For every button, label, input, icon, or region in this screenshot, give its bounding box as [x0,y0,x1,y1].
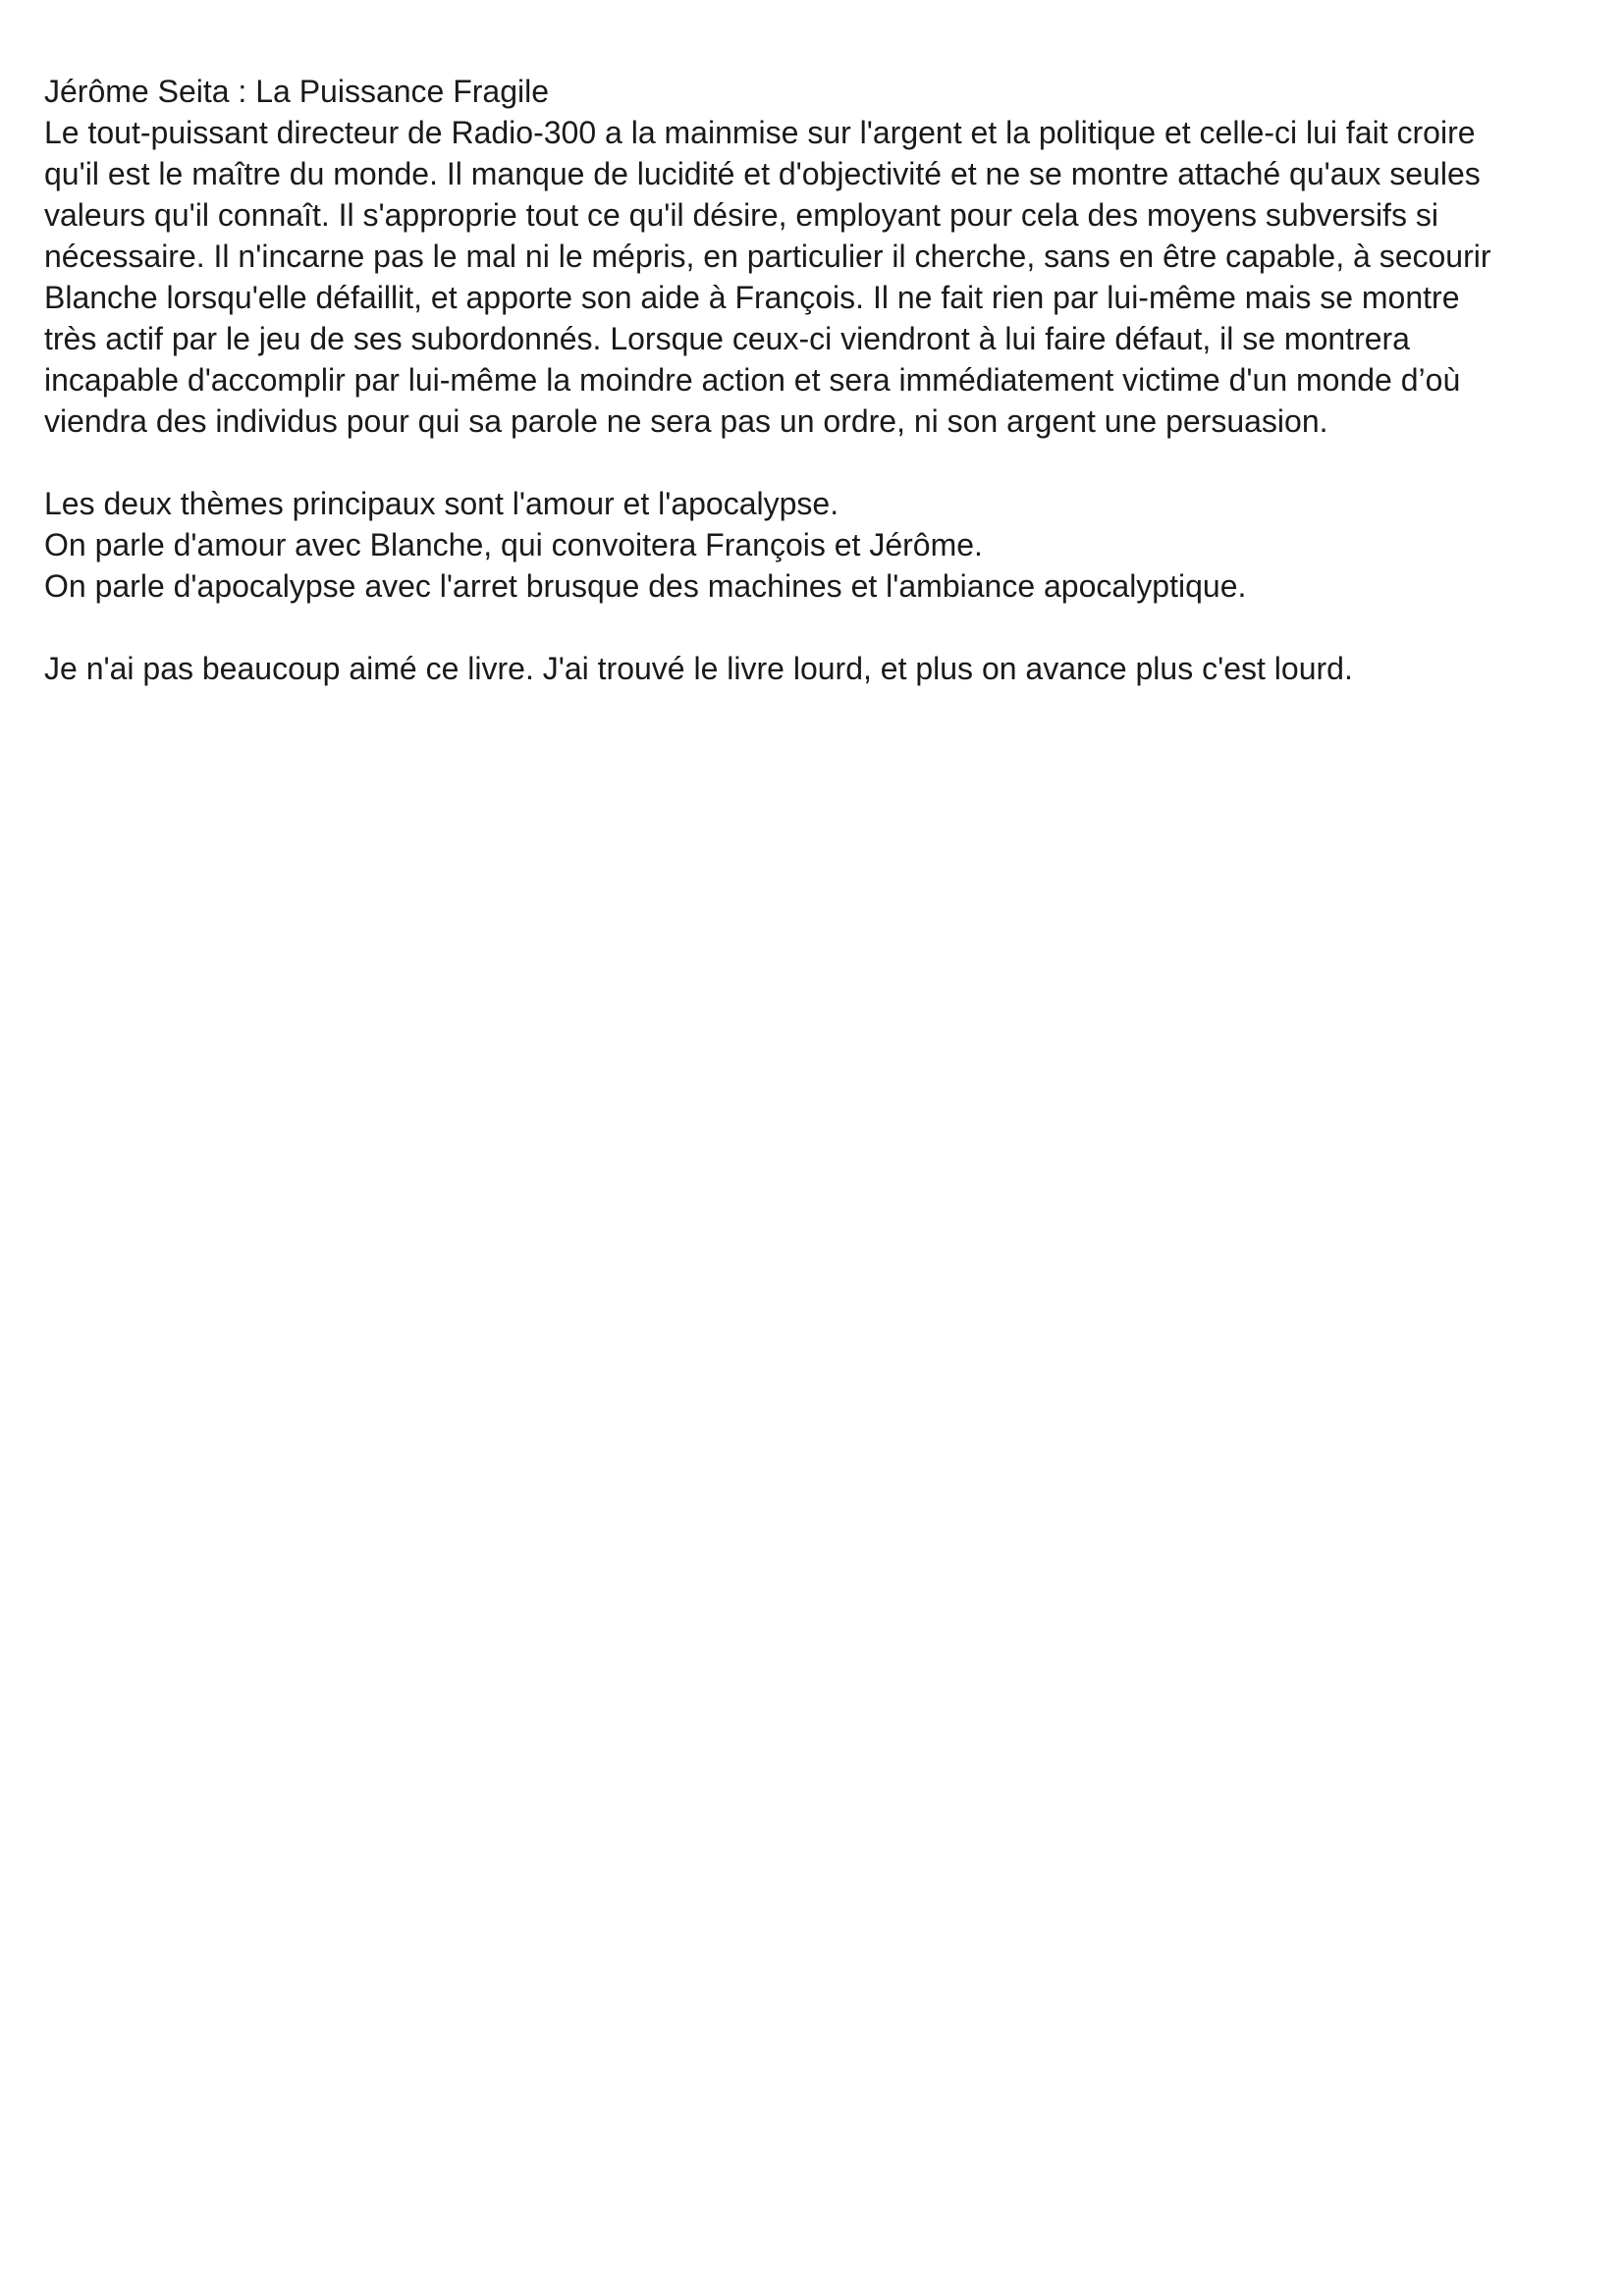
text-line: qu'il est le maître du monde. Il manque de lucidité et d'objectivité et ne se montre attaché qu'aux seules [44,156,1481,191]
text-line: On parle d'amour avec Blanche, qui convoitera François et Jérôme. [44,527,983,562]
paragraph-character-description [44,112,1586,442]
paragraph-spacer [44,442,1586,483]
paragraph-opinion [44,648,1586,689]
paragraph-spacer [44,607,1586,648]
document-page [44,71,1586,689]
text-line: incapable d'accomplir par lui-même la moindre action et sera immédiatement victime d'un monde d’où [44,362,1461,398]
document-title: Jérôme Seita : La Puissance Fragile [44,74,550,109]
text-line: On parle d'apocalypse avec l'arret brusque des machines et l'ambiance apocalyptique. [44,568,1247,604]
text-line: Blanche lorsqu'elle défaillit, et apporte son aide à François. Il ne fait rien par lui-même mais se montre [44,280,1460,315]
text-line: Le tout-puissant directeur de Radio-300 a la mainmise sur l'argent et la politique et celle-ci lui fait croire [44,115,1476,150]
text-line: nécessaire. Il n'incarne pas le mal ni le mépris, en particulier il cherche, sans en être capable, à secourir [44,239,1491,274]
text-line: valeurs qu'il connaît. Il s'approprie tout ce qu'il désire, employant pour cela des moyens subversifs si [44,197,1438,233]
paragraph-themes [44,483,1586,607]
text-line: très actif par le jeu de ses subordonnés. Lorsque ceux-ci viendront à lui faire défaut, il se montrera [44,321,1410,356]
text-line: viendra des individus pour qui sa parole ne sera pas un ordre, ni son argent une persuasion. [44,403,1328,439]
text-line: Les deux thèmes principaux sont l'amour et l'apocalypse. [44,486,839,521]
text-line: Je n'ai pas beaucoup aimé ce livre. J'ai trouvé le livre lourd, et plus on avance plus c'est lourd. [44,651,1353,686]
